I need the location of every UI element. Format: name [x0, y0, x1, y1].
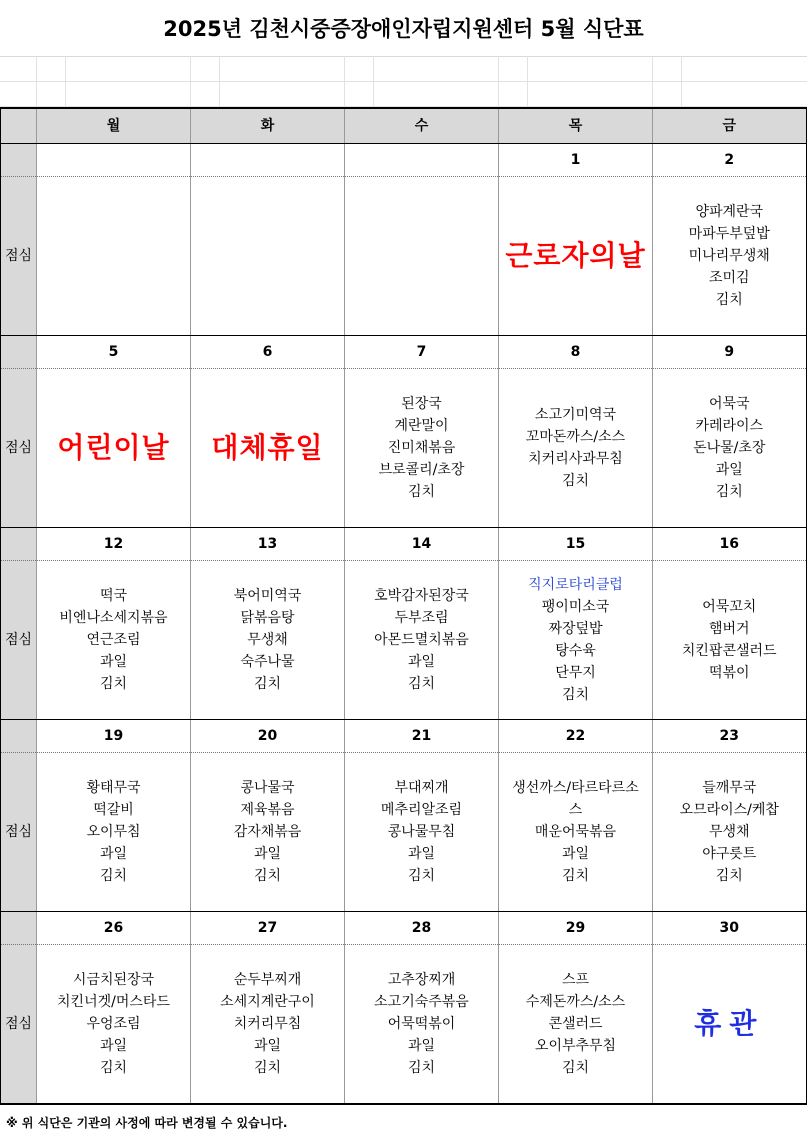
date-cell: 29	[499, 912, 653, 945]
menu-item: 치킨너겟/머스타드	[57, 994, 170, 1010]
date-cell: 1	[499, 144, 653, 177]
date-cell: 5	[37, 336, 191, 369]
weekday-header: 화	[191, 108, 345, 144]
holiday-label: 어린이날	[57, 431, 170, 464]
menu-item: 부대찌개	[394, 780, 449, 796]
menu-item: 들깨무국	[702, 780, 757, 796]
date-row-label	[1, 144, 37, 177]
menu-item: 콩나물국	[240, 780, 295, 796]
meal-cell	[191, 369, 345, 528]
meal-cell	[653, 945, 807, 1105]
meal-cell	[345, 561, 499, 720]
date-row	[1, 144, 807, 177]
menu-item: 김치	[99, 868, 128, 884]
menu-item: 김치	[715, 292, 743, 308]
menu-item: 조미김	[708, 270, 750, 286]
menu-item: 스프	[561, 972, 590, 988]
menu-item: 과일	[715, 462, 743, 478]
menu-item: 팽이미소국	[541, 599, 610, 615]
menu-item: 콘샐러드	[548, 1016, 603, 1032]
meal-cell	[191, 945, 345, 1105]
menu-item: 김치	[253, 868, 282, 884]
date-cell: 16	[653, 528, 807, 561]
page-title: 2025년 김천시중증장애인자립지원센터 5월 식단표	[0, 0, 807, 57]
date-cell: 20	[191, 720, 345, 753]
menu-item: 무생채	[247, 632, 288, 648]
meal-cell	[37, 561, 191, 720]
menu-item: 오이무침	[86, 824, 141, 840]
menu-item: 진미채볶음	[387, 440, 456, 456]
meal-cell	[499, 753, 653, 912]
menu-note: 직지로타리클럽	[528, 577, 623, 593]
menu-item: 과일	[407, 1038, 436, 1054]
meal-cell	[499, 369, 653, 528]
date-row-label	[1, 336, 37, 369]
date-cell	[191, 144, 345, 177]
menu-item: 어묵국	[708, 396, 750, 412]
meal-cell	[499, 945, 653, 1105]
meal-row	[1, 561, 807, 720]
menu-item: 탕수육	[555, 643, 596, 659]
meal-cell	[191, 177, 345, 336]
date-cell: 6	[191, 336, 345, 369]
menu-item: 고추장찌개	[387, 972, 456, 988]
menu-item: 마파두부덮밥	[688, 226, 770, 242]
meal-cell	[653, 369, 807, 528]
holiday-label: 휴관	[694, 1007, 765, 1040]
menu-item: 소고기숙주볶음	[374, 994, 469, 1010]
date-row-label	[1, 720, 37, 753]
date-row	[1, 528, 807, 561]
meal-row	[1, 369, 807, 528]
menu-item: 매운어묵볶음	[534, 824, 617, 840]
menu-item: 황태무국	[86, 780, 141, 796]
menu-item: 수제돈까스/소스	[525, 994, 626, 1010]
menu-item: 닭볶음탕	[240, 610, 295, 626]
meal-row	[1, 177, 807, 336]
holiday-label: 대체휴일	[211, 431, 324, 464]
menu-item: 짜장덮밥	[548, 621, 603, 637]
meal-cell	[345, 945, 499, 1105]
menu-item: 김치	[407, 484, 436, 500]
meal-cell	[499, 561, 653, 720]
menu-item: 연근조림	[86, 632, 141, 648]
date-row-label	[1, 528, 37, 561]
menu-item: 계란말이	[394, 418, 449, 434]
menu-item: 김치	[561, 473, 590, 489]
date-cell: 2	[653, 144, 807, 177]
menu-item: 감자채볶음	[233, 824, 302, 840]
date-row	[1, 912, 807, 945]
menu-item: 치킨팝콘샐러드	[681, 643, 777, 659]
date-cell: 13	[191, 528, 345, 561]
date-cell: 14	[345, 528, 499, 561]
menu-item: 소세지계란구이	[220, 994, 315, 1010]
meal-cell	[37, 177, 191, 336]
menu-item: 김치	[253, 676, 282, 692]
meal-cell	[345, 753, 499, 912]
menu-item: 돈나물/초장	[693, 440, 766, 456]
menu-item: 콩나물무침	[387, 824, 456, 840]
meal-cell	[37, 369, 191, 528]
menu-item: 꼬마돈까스/소스	[525, 429, 626, 445]
date-cell: 30	[653, 912, 807, 945]
menu-item: 카레라이스	[695, 418, 764, 434]
menu-item: 단무지	[555, 665, 596, 681]
menu-item: 우엉조림	[86, 1016, 141, 1032]
meal-label: 점심	[1, 945, 37, 1105]
menu-item: 김치	[561, 868, 590, 884]
meal-row	[1, 945, 807, 1105]
menu-item: 과일	[99, 1038, 128, 1054]
menu-item: 야구릇트	[702, 846, 757, 862]
menu-item: 김치	[715, 484, 743, 500]
menu-item: 과일	[99, 846, 128, 862]
meal-label: 점심	[1, 753, 37, 912]
date-cell: 21	[345, 720, 499, 753]
menu-item: 김치	[99, 1060, 128, 1076]
weekday-header: 목	[499, 108, 653, 144]
menu-item: 된장국	[401, 396, 442, 412]
meal-cell	[653, 561, 807, 720]
date-row	[1, 720, 807, 753]
menu-item: 무생채	[708, 824, 750, 840]
meal-cell	[345, 177, 499, 336]
menu-item: 브로콜리/초장	[378, 462, 465, 478]
footer-note: ※ 위 식단은 기관의 사정에 따라 변경될 수 있습니다.	[6, 1116, 288, 1130]
menu-item: 김치	[561, 1060, 590, 1076]
menu-item: 호박감자된장국	[374, 588, 469, 604]
meal-cell	[345, 369, 499, 528]
date-cell: 8	[499, 336, 653, 369]
date-cell: 22	[499, 720, 653, 753]
menu-item: 과일	[253, 1038, 282, 1054]
menu-item: 과일	[99, 654, 128, 670]
menu-item: 생선까스/타르타르소	[512, 780, 639, 796]
date-cell: 27	[191, 912, 345, 945]
meal-calendar-table	[0, 107, 807, 1105]
menu-item: 시금치된장국	[72, 972, 155, 988]
meal-label: 점심	[1, 177, 37, 336]
meal-label: 점심	[1, 369, 37, 528]
menu-item: 비엔나소세지볶음	[59, 610, 168, 626]
menu-item: 메추리알조림	[380, 802, 463, 818]
date-row	[1, 336, 807, 369]
menu-item: 두부조림	[394, 610, 449, 626]
menu-item: 과일	[407, 654, 436, 670]
meal-cell	[653, 753, 807, 912]
meal-cell	[499, 177, 653, 336]
menu-item: 치커리무침	[233, 1016, 302, 1032]
menu-item: 김치	[561, 687, 590, 703]
menu-item: 과일	[253, 846, 282, 862]
date-cell: 19	[37, 720, 191, 753]
weekday-header: 수	[345, 108, 499, 144]
meal-cell	[191, 753, 345, 912]
date-cell: 15	[499, 528, 653, 561]
holiday-label: 근로자의날	[505, 239, 646, 272]
meal-label: 점심	[1, 561, 37, 720]
meal-cell	[37, 753, 191, 912]
meal-cell	[191, 561, 345, 720]
date-cell: 23	[653, 720, 807, 753]
menu-item: 햄버거	[708, 621, 750, 637]
date-cell: 12	[37, 528, 191, 561]
weekday-header: 월	[37, 108, 191, 144]
menu-item: 오므라이스/케찹	[679, 802, 779, 818]
date-cell	[345, 144, 499, 177]
menu-item: 소고기미역국	[534, 407, 617, 423]
date-cell: 7	[345, 336, 499, 369]
menu-item: 제육볶음	[240, 802, 295, 818]
menu-item: 치커리사과무침	[528, 451, 623, 467]
spreadsheet-gridlines	[0, 56, 807, 107]
weekday-header-row	[1, 108, 807, 144]
menu-item: 김치	[715, 868, 743, 884]
date-cell	[37, 144, 191, 177]
date-cell: 26	[37, 912, 191, 945]
date-cell: 9	[653, 336, 807, 369]
date-row-label	[1, 912, 37, 945]
meal-row	[1, 753, 807, 912]
menu-item: 스	[568, 802, 583, 818]
menu-item: 떡볶이	[708, 665, 750, 681]
menu-item: 김치	[253, 1060, 282, 1076]
menu-item: 김치	[407, 1060, 436, 1076]
menu-item: 떡국	[99, 588, 128, 604]
menu-item: 떡갈비	[93, 802, 134, 818]
menu-item: 김치	[407, 676, 436, 692]
menu-item: 어묵꼬치	[702, 599, 757, 615]
menu-item: 순두부찌개	[233, 972, 302, 988]
menu-item: 김치	[99, 676, 128, 692]
date-cell: 28	[345, 912, 499, 945]
menu-item: 숙주나물	[240, 654, 295, 670]
meal-cell	[37, 945, 191, 1105]
meal-cell	[653, 177, 807, 336]
menu-item: 오이부추무침	[534, 1038, 617, 1054]
menu-item: 김치	[407, 868, 436, 884]
corner-cell	[1, 108, 37, 144]
menu-item: 양파계란국	[695, 204, 764, 220]
weekday-header: 금	[653, 108, 807, 144]
menu-item: 어묵떡볶이	[387, 1016, 456, 1032]
menu-item: 과일	[407, 846, 436, 862]
menu-item: 북어미역국	[233, 588, 302, 604]
menu-item: 아몬드멸치볶음	[374, 632, 469, 648]
menu-item: 과일	[561, 846, 590, 862]
menu-item: 미나리무생채	[688, 248, 770, 264]
